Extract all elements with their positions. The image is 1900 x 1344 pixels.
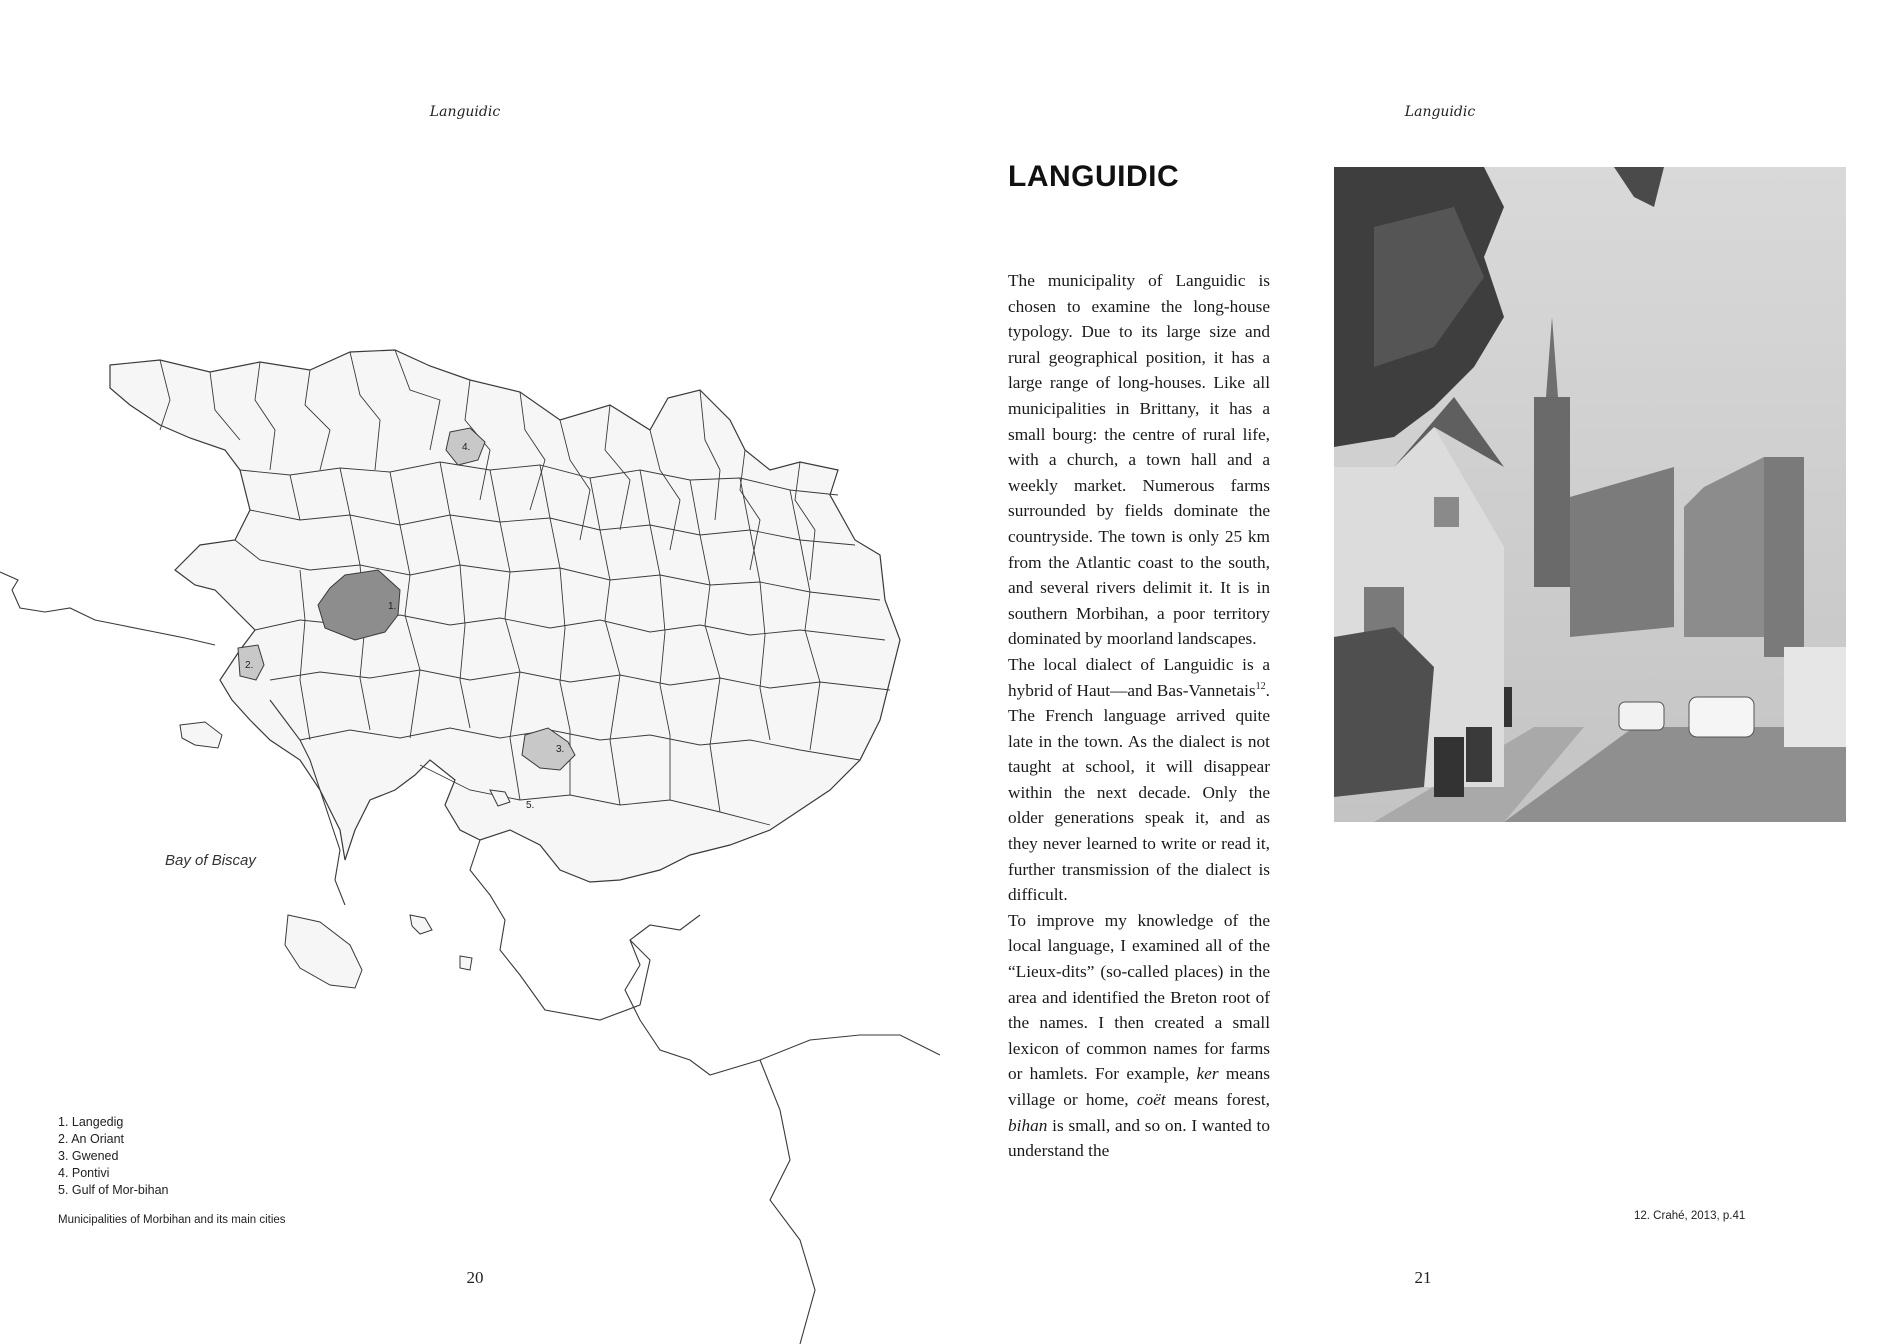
page-title: LANGUIDIC xyxy=(1008,160,1180,193)
page-number-right: 21 xyxy=(1414,1268,1432,1287)
marker-2: 2. xyxy=(245,660,254,671)
street-photo-image xyxy=(1334,167,1846,822)
marker-5: 5. xyxy=(526,800,535,811)
map-caption: Municipalities of Morbihan and its main cities xyxy=(58,1214,286,1226)
running-head-left: Languidic xyxy=(429,104,501,120)
footnote: 12. Crahé, 2013, p.41 xyxy=(1634,1210,1746,1222)
legend-item-4: 4. Pontivi xyxy=(58,1166,110,1180)
term-ker: ker xyxy=(1196,1064,1219,1084)
legend-item-3: 3. Gwened xyxy=(58,1149,119,1163)
footnote-ref: 12 xyxy=(1255,680,1266,692)
legend-item-5: 5. Gulf of Mor-bihan xyxy=(58,1183,169,1197)
term-bihan: bihan xyxy=(1008,1115,1048,1135)
paragraph-3-text-c: means forest, xyxy=(1165,1090,1270,1109)
paragraph-3 xyxy=(1008,908,1270,1164)
paragraph-1: The municipality of Languidic is chosen to examine the long-house typology. Due to its large size and rural geographical position, it has a large range of long-houses. Like all municipalities in Brittany, it has a small bourg: the centre of rural life, with a church, a town hall and a weekly market. Numerous farms surrounded by fields dominate the countryside. The town is only 25 km from the Atlantic coast to the south, and several rivers delimit it. It is in southern Morbihan, a poor territory dominated by moorland landscapes. xyxy=(1008,271,1270,649)
legend-item-2: 2. An Oriant xyxy=(58,1132,125,1146)
island-houat xyxy=(410,915,432,934)
map-legend xyxy=(58,1114,168,1199)
body-text xyxy=(1008,268,1270,1164)
street-photo xyxy=(1334,167,1846,822)
paragraph-3-text-b: means village or home, xyxy=(1008,1064,1270,1109)
term-coet: coët xyxy=(1136,1090,1166,1109)
island-belle-ile xyxy=(285,915,362,988)
paragraph-2-text-cont: . The French language arrived quite late in the town. As the dialect is not taught at school, it will disappear within the next decade. Only the older generations speak it, and as they never learned to write or read it, further transmission of the dialect is difficult. xyxy=(1008,680,1270,905)
marker-3: 3. xyxy=(556,744,565,755)
marker-1: 1. xyxy=(388,601,397,612)
island-hoedic xyxy=(460,956,472,970)
paragraph-3-text: To improve my knowledge of the local language, I examined all of the “Lieux-dits” (so-called places) in the area and identified the Breton root of the names. I then created a small lexicon of common names for farms or hamlets. For example, xyxy=(1008,910,1270,1084)
paragraph-3-text-d: is small, and so on. I wanted to understand the xyxy=(1008,1115,1270,1161)
running-head-right: Languidic xyxy=(1404,104,1476,120)
marker-4: 4. xyxy=(462,442,471,453)
paragraph-2 xyxy=(1008,652,1270,908)
island-groix xyxy=(180,722,222,748)
sea-label: Bay of Biscay xyxy=(165,852,256,869)
legend-item-1: 1. Langedig xyxy=(58,1115,124,1129)
paragraph-2-text: The local dialect of Languidic is a hybrid of Haut—and Bas-Vannetais xyxy=(1008,654,1270,700)
page-number-left: 20 xyxy=(466,1268,484,1287)
